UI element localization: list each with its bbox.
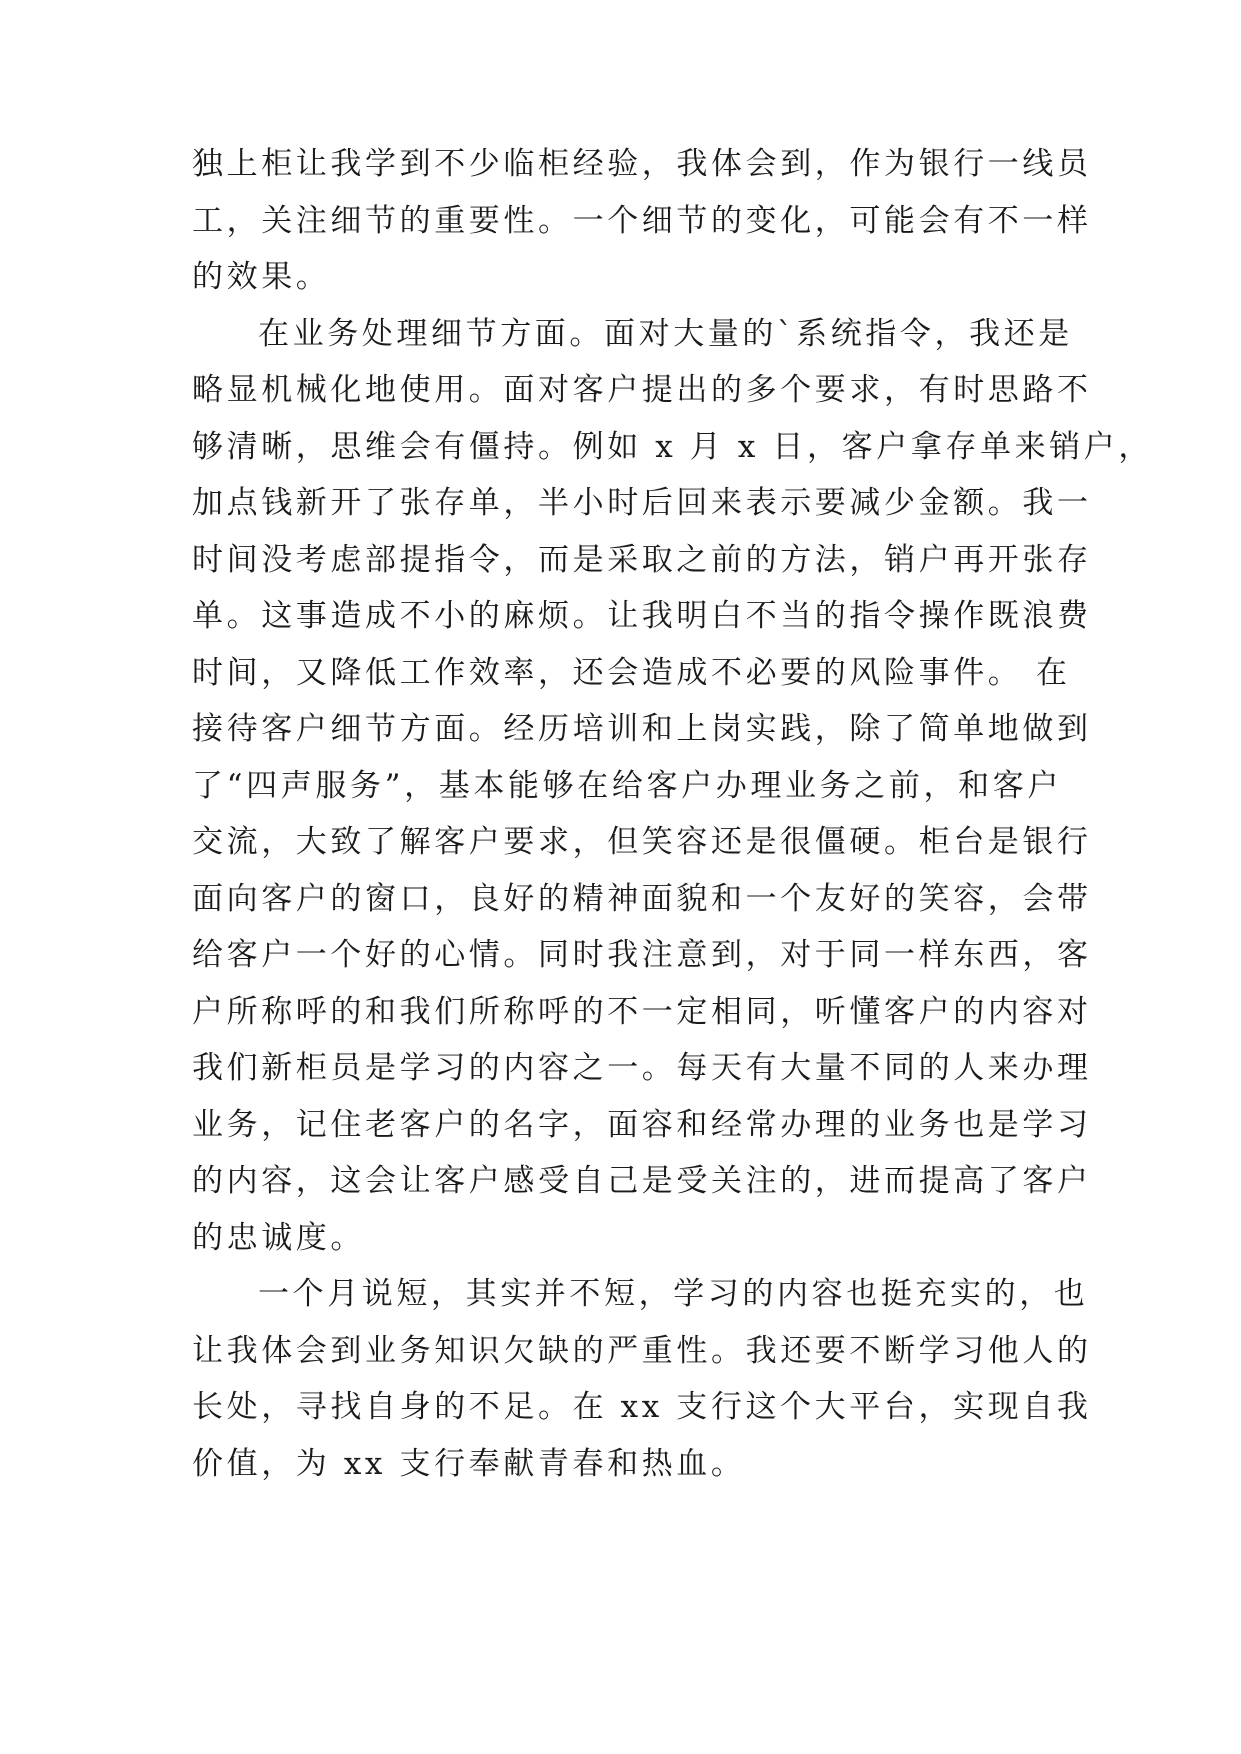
text-line: 长处，寻找自身的不足。在 xx 支行这个大平台，实现自我	[192, 1389, 1092, 1425]
text-line: 价值，为 xx 支行奉献青春和热血。	[192, 1445, 746, 1482]
text-line: 工，关注细节的重要性。一个细节的变化，可能会有不一样	[192, 202, 1092, 239]
text-line: 户所称呼的和我们所称呼的不一定相同，听懂客户的内容对	[192, 993, 1092, 1030]
text-line: 加点钱新开了张存单，半小时后回来表示要减少金额。我一	[192, 485, 1092, 521]
text-line: 的忠诚度。	[192, 1219, 365, 1256]
text-line: 我们新柜员是学习的内容之一。每天有大量不同的人来办理	[192, 1050, 1092, 1086]
text-line: 时间，又降低工作效率，还会造成不必要的风险事件。 在	[192, 654, 1071, 691]
text-line: 够清晰，思维会有僵持。例如 x 月 x 日，客户拿存单来销户，	[192, 428, 1153, 465]
text-line: 单。这事造成不小的麻烦。让我明白不当的指令操作既浪费	[192, 598, 1092, 634]
text-line: 略显机械化地使用。面对客户提出的多个要求，有时思路不	[192, 372, 1092, 408]
text-line: 给客户一个好的心情。同时我注意到，对于同一样东西，客	[192, 937, 1092, 973]
text-line: 的效果。	[192, 259, 331, 295]
text-line: 独上柜让我学到不少临柜经验，我体会到，作为银行一线员	[192, 146, 1092, 182]
text-line: 面向客户的窗口，良好的精神面貌和一个友好的笑容，会带	[192, 880, 1092, 917]
text-line: 让我体会到业务知识欠缺的严重性。我还要不断学习他人的	[192, 1332, 1092, 1369]
text-line: 时间没考虑部提指令，而是采取之前的方法，销户再开张存	[192, 541, 1092, 578]
text-line: 接待客户细节方面。经历培训和上岗实践，除了简单地做到	[192, 711, 1092, 747]
paragraph-first-line: 在业务处理细节方面。面对大量的`系统指令，我还是	[258, 315, 1073, 352]
body-text	[192, 136, 1153, 1492]
text-line: 了“四声服务”，基本能够在给客户办理业务之前，和客户	[192, 767, 1062, 804]
text-line: 业务，记住老客户的名字，面容和经常办理的业务也是学习	[192, 1106, 1092, 1143]
text-line: 的内容，这会让客户感受自己是受关注的，进而提高了客户	[192, 1163, 1092, 1199]
paragraph-first-line: 一个月说短，其实并不短，学习的内容也挺充实的，也	[258, 1276, 1089, 1312]
text-line: 交流，大致了解客户要求，但笑容还是很僵硬。柜台是银行	[192, 824, 1092, 860]
